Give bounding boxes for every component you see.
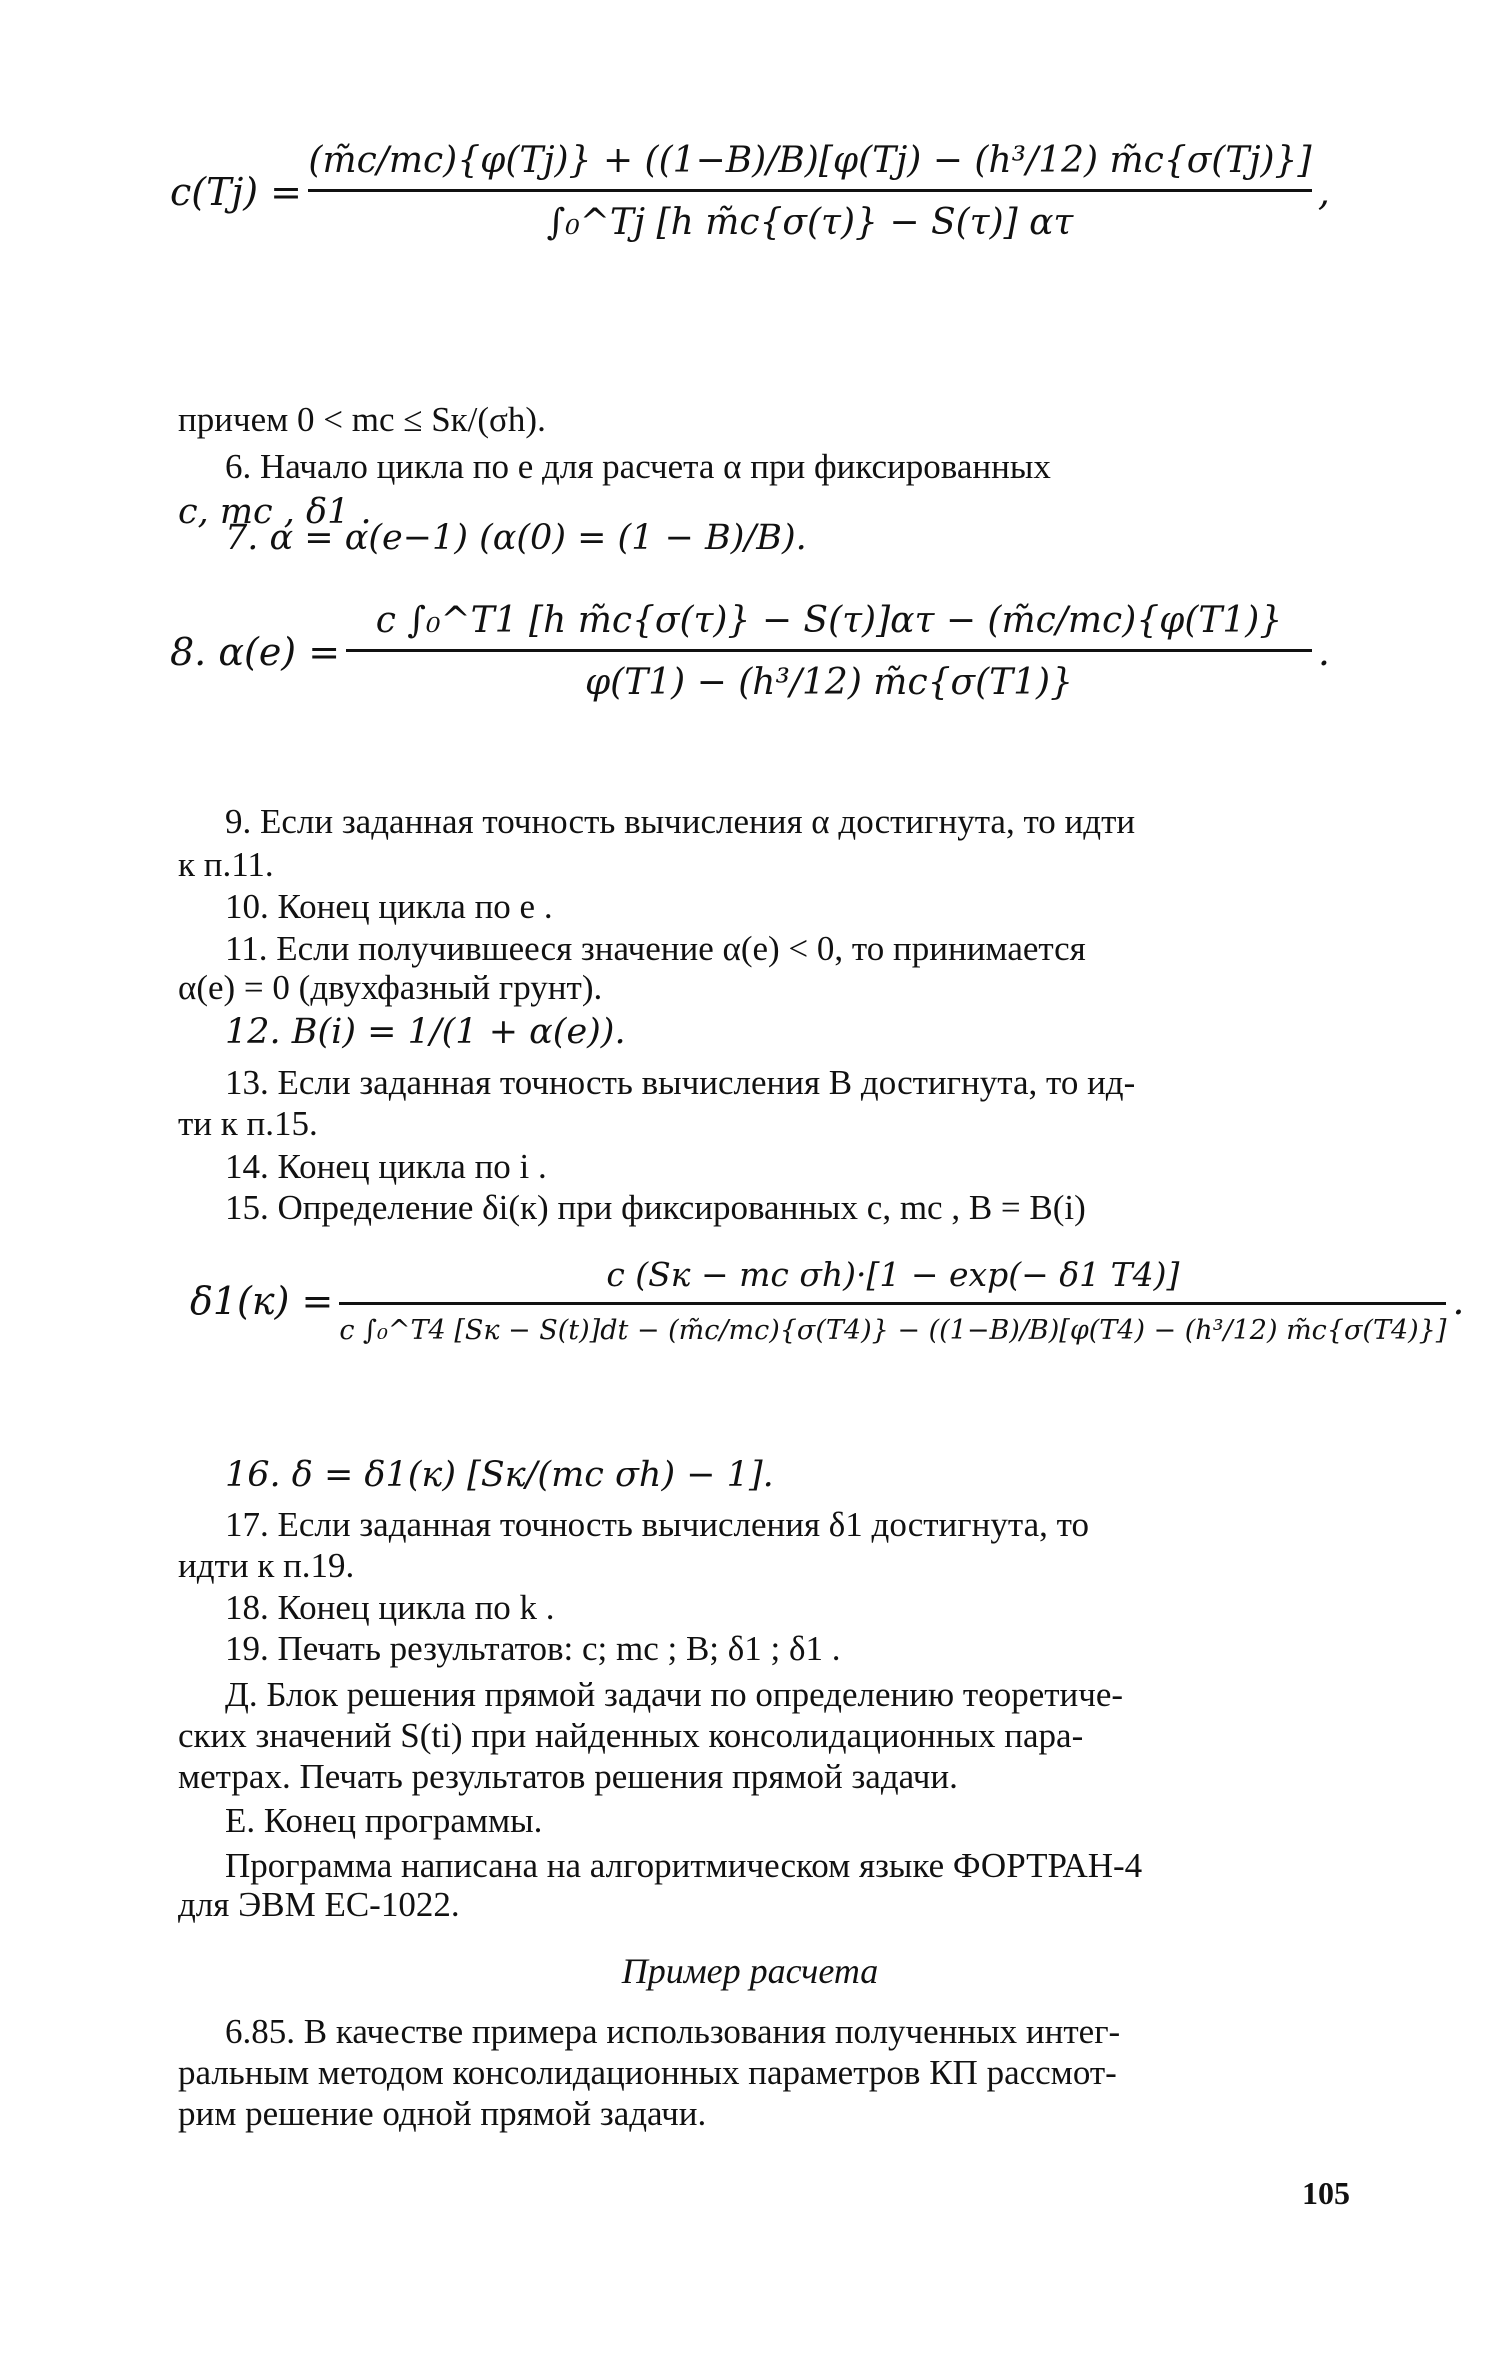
text-line: Программа написана на алгоритмическом языке ФОРТРАН-4 [225, 1846, 1143, 1885]
formula-denominator: φ(T1) − (h³/12) m̃c{σ(T1)} [584, 662, 1073, 703]
formula-lhs: 8. α(e) = [170, 629, 341, 674]
text-line: 17. Если заданная точность вычисления δ1 достигнута, то [225, 1505, 1089, 1544]
text-line: 19. Печать результатов: c; mc ; B; δ1 ; δ1 . [225, 1629, 841, 1668]
formula-punctuation: . [1452, 1278, 1465, 1323]
text-line: 7. α = α(e−1) (α(0) = (1 − B)/B). [225, 518, 807, 558]
formula-punctuation: , [1317, 169, 1330, 214]
formula-numerator: (m̃c/mc){φ(Tj)} + ((1−B)/B)[φ(Tj) − (h³/12) m̃c{σ(Tj)}] [308, 140, 1312, 181]
formula-denominator: c ∫₀^T4 [Sк − S(t)]dt − (m̃c/mc){σ(T4)} − ((1−B)/B)[φ(T4) − (h³/12) m̃c{σ(T4)}] [339, 1315, 1447, 1346]
text-line: метрах. Печать результатов решения прямой задачи. [178, 1757, 958, 1796]
text-line: α(e) = 0 (двухфазный грунт). [178, 968, 603, 1007]
text-line: 11. Если получившееся значение α(e) < 0, то принимается [225, 929, 1086, 968]
text-line: 12. B(i) = 1/(1 + α(e)). [225, 1012, 626, 1052]
text-line: ских значений S(ti) при найденных консолидационных пара- [178, 1716, 1084, 1755]
section-title: Пример расчета [621, 1951, 879, 1991]
text-line: Д. Блок решения прямой задачи по определению теоретиче- [225, 1675, 1124, 1714]
text-line: 16. δ = δ1(к) [Sк/(mc σh) − 1]. [225, 1455, 774, 1495]
text-line: ральным методом консолидационных параметров КП рассмот- [178, 2053, 1117, 2092]
text-line: 6.85. В качестве примера использования полученных интег- [225, 2012, 1121, 2051]
text-line: 14. Конец цикла по i . [225, 1147, 547, 1186]
formula-numerator: c (Sк − mc σh)·[1 − exp(− δ1 T4)] [606, 1255, 1180, 1294]
formula-alpha-e [170, 600, 1330, 703]
text-line: c, mc , δ1 . [178, 492, 372, 532]
formula-lhs: δ1(к) = [190, 1278, 334, 1323]
formula-punctuation: . [1317, 629, 1330, 674]
page-number: 105 [1302, 2175, 1350, 2211]
fraction [346, 600, 1312, 703]
formula-lhs: c(Tj) = [170, 169, 302, 214]
formula-delta [190, 1255, 1465, 1346]
text-line: 18. Конец цикла по k . [225, 1588, 555, 1627]
fraction [308, 140, 1312, 243]
text-line: идти к п.19. [178, 1546, 355, 1585]
text-line: 15. Определение δi(к) при фиксированных c, mc , B = B(i) [225, 1188, 1086, 1227]
text-line: рим решение одной прямой задачи. [178, 2094, 707, 2133]
text-line: 13. Если заданная точность вычисления B достигнута, то ид- [225, 1063, 1136, 1102]
text-line: Е. Конец программы. [225, 1801, 543, 1840]
text-line: причем 0 < mc ≤ Sк/(σh). [178, 400, 546, 439]
formula-c-tj [170, 140, 1330, 243]
text-line: для ЭВМ ЕС-1022. [178, 1885, 460, 1924]
fraction [339, 1255, 1446, 1346]
formula-denominator: ∫₀^Tj [h m̃c{σ(τ)} − S(τ)] ατ [546, 202, 1074, 243]
formula-numerator: c ∫₀^T1 [h m̃c{σ(τ)} − S(τ)]ατ − (m̃c/mc){φ(T1)} [375, 600, 1283, 641]
text-line: 6. Начало цикла по e для расчета α при фиксированных [225, 447, 1051, 486]
text-line: 10. Конец цикла по e . [225, 887, 553, 926]
text-line: 9. Если заданная точность вычисления α достигнута, то идти [225, 802, 1136, 841]
text-line: ти к п.15. [178, 1104, 318, 1143]
text-line: к п.11. [178, 845, 274, 884]
